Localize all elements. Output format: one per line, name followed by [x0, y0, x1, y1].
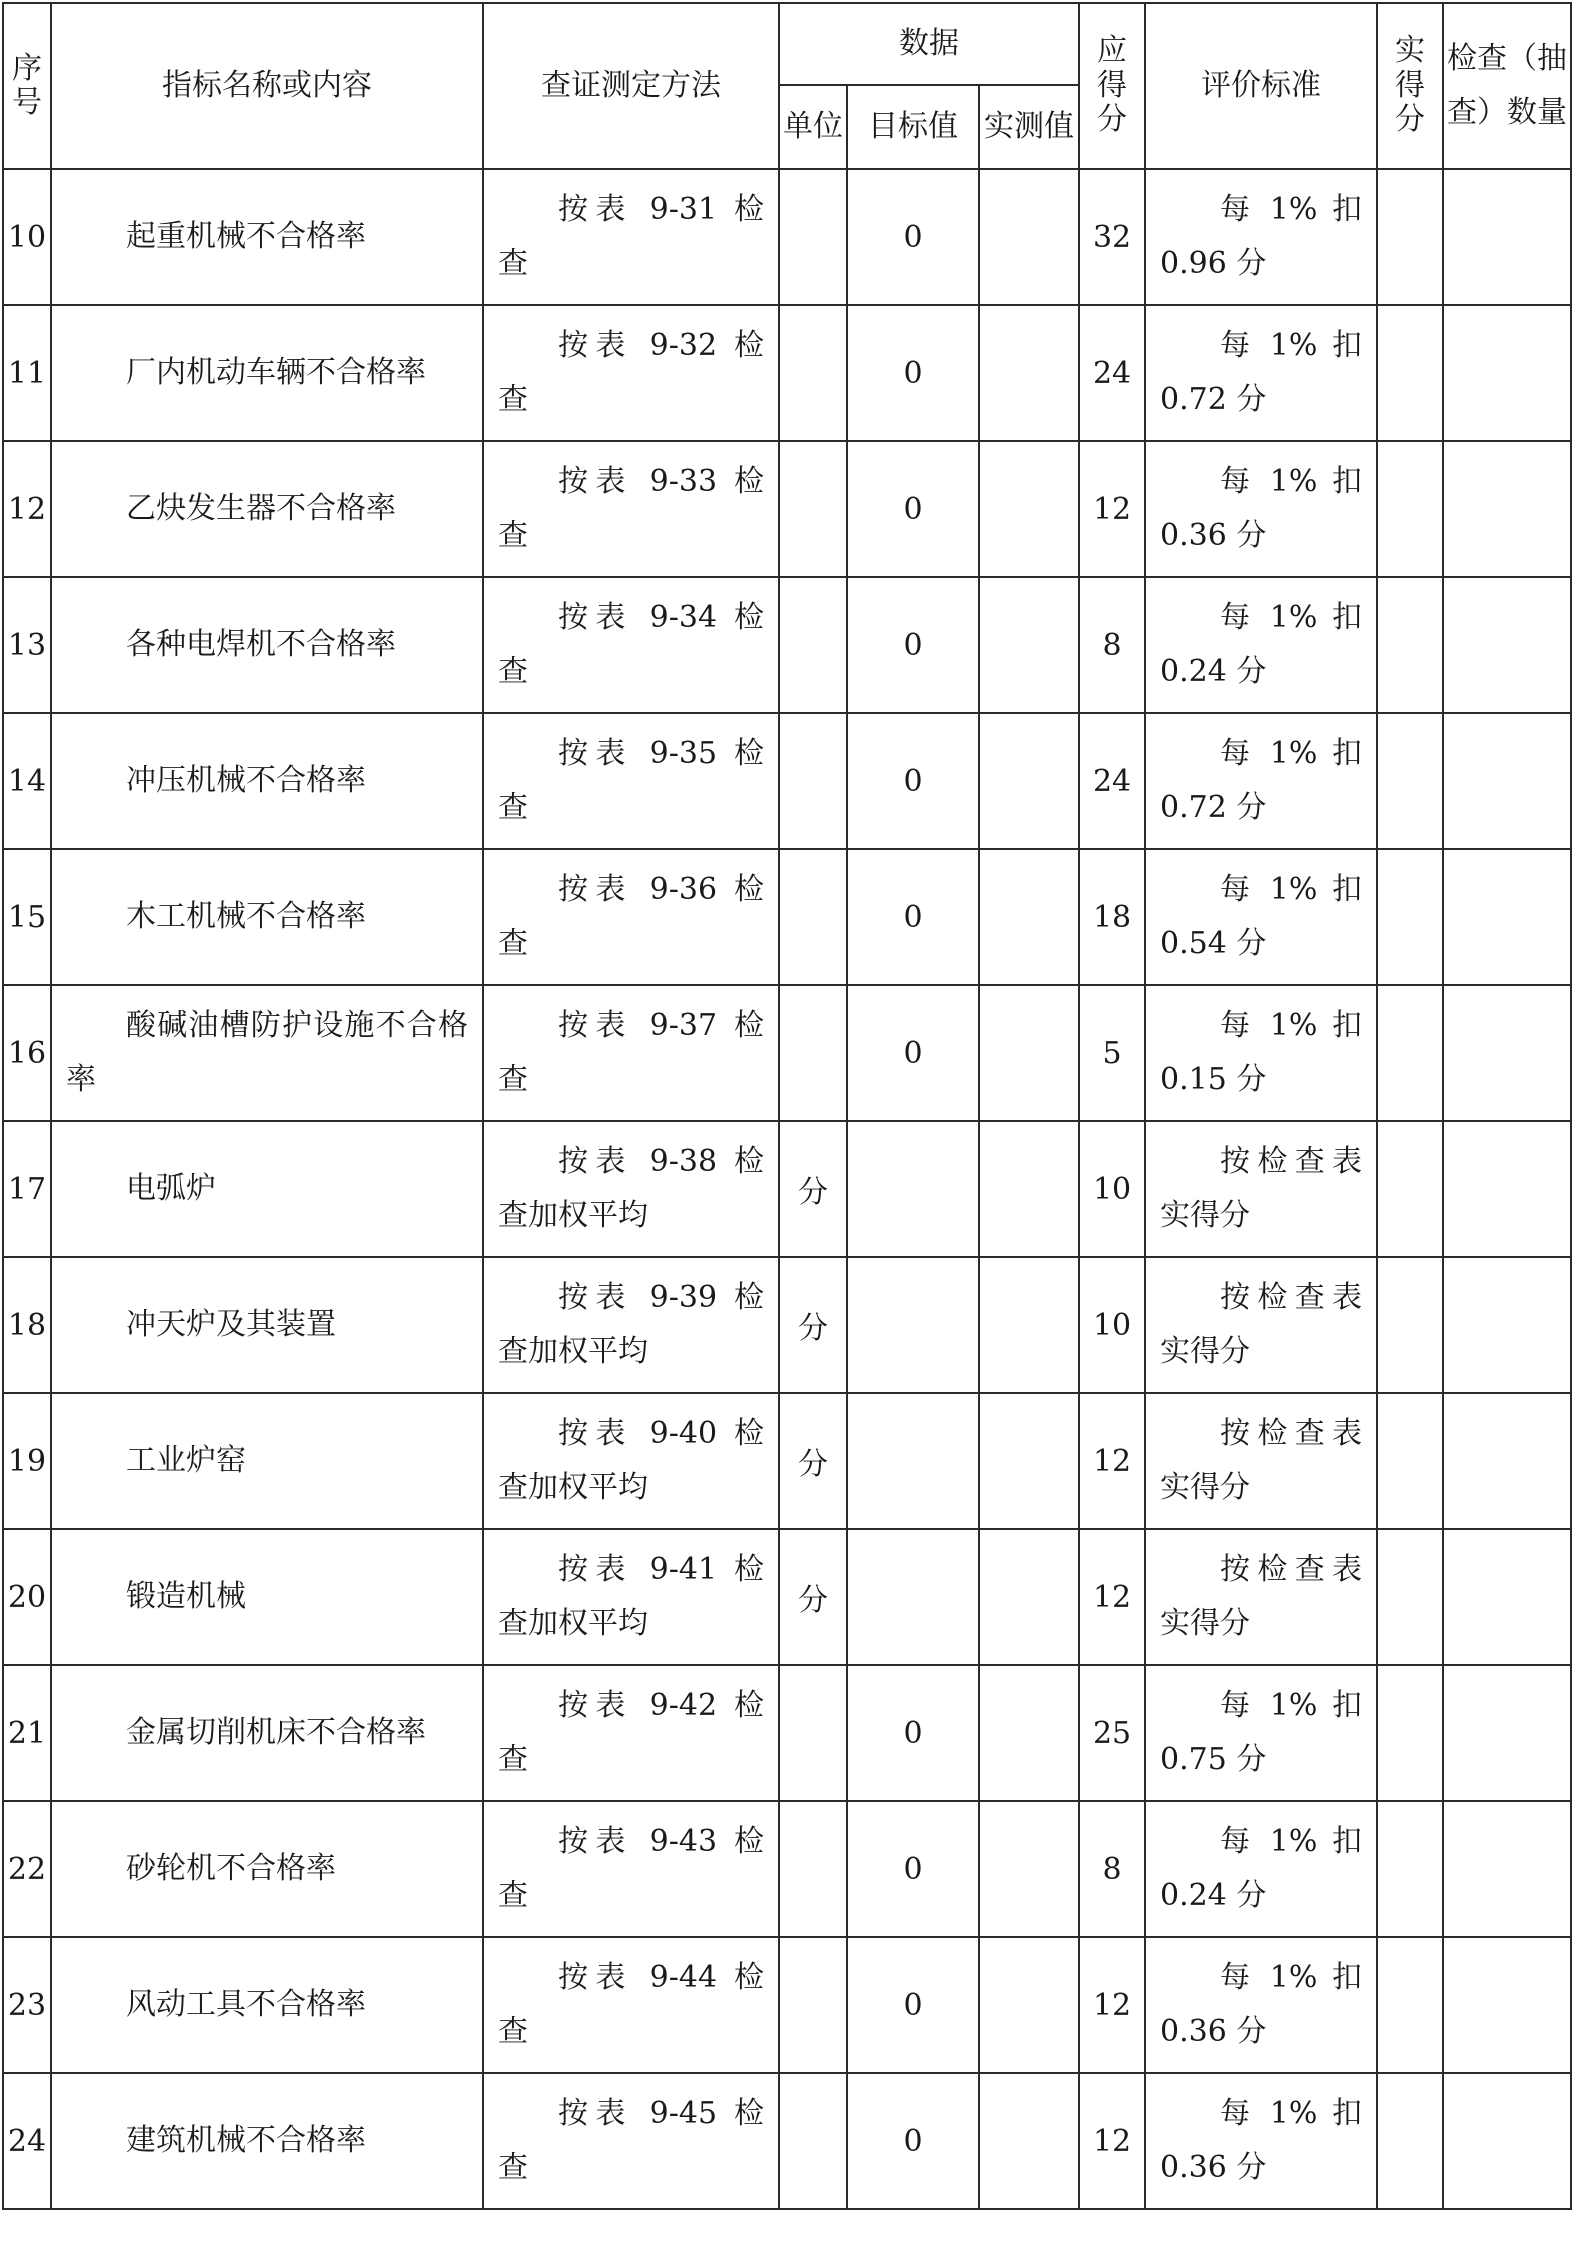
cell-criteria: 每 1% 扣 0.72 分	[1145, 713, 1377, 849]
cell-target: 0	[847, 849, 979, 985]
table-row	[3, 1529, 1571, 1665]
table-row	[3, 1393, 1571, 1529]
cell-score: 24	[1079, 305, 1145, 441]
cell-seq: 19	[3, 1393, 51, 1529]
cell-seq: 20	[3, 1529, 51, 1665]
cell-target: 0	[847, 1665, 979, 1801]
cell-name: 冲天炉及其装置	[51, 1257, 483, 1393]
table-row	[3, 985, 1571, 1121]
cell-seq: 24	[3, 2073, 51, 2209]
cell-unit	[779, 849, 847, 985]
cell-count	[1443, 441, 1571, 577]
cell-method: 按表 9-43 检查	[483, 1801, 779, 1937]
header-measured: 实测值	[979, 85, 1079, 169]
cell-count	[1443, 1801, 1571, 1937]
cell-unit	[779, 1801, 847, 1937]
cell-actual	[1377, 2073, 1443, 2209]
cell-seq: 11	[3, 305, 51, 441]
cell-method: 按表 9-37 检查	[483, 985, 779, 1121]
table-row	[3, 305, 1571, 441]
table-row	[3, 1665, 1571, 1801]
cell-name: 冲压机械不合格率	[51, 713, 483, 849]
cell-target: 0	[847, 441, 979, 577]
cell-seq: 21	[3, 1665, 51, 1801]
header-method: 查证测定方法	[483, 3, 779, 169]
cell-unit	[779, 985, 847, 1121]
cell-criteria: 每 1% 扣 0.54 分	[1145, 849, 1377, 985]
cell-criteria: 按检查表实得分	[1145, 1529, 1377, 1665]
cell-actual	[1377, 713, 1443, 849]
cell-actual	[1377, 1257, 1443, 1393]
cell-score: 18	[1079, 849, 1145, 985]
cell-count	[1443, 1665, 1571, 1801]
cell-actual	[1377, 305, 1443, 441]
header-target: 目标值	[847, 85, 979, 169]
cell-count	[1443, 985, 1571, 1121]
cell-seq: 22	[3, 1801, 51, 1937]
table-row	[3, 577, 1571, 713]
cell-measured	[979, 577, 1079, 713]
cell-method: 按表 9-44 检查	[483, 1937, 779, 2073]
cell-target: 0	[847, 1801, 979, 1937]
cell-method: 按表 9-31 检查	[483, 169, 779, 305]
cell-name: 工业炉窑	[51, 1393, 483, 1529]
cell-count	[1443, 713, 1571, 849]
cell-actual	[1377, 1529, 1443, 1665]
cell-measured	[979, 1665, 1079, 1801]
cell-name: 风动工具不合格率	[51, 1937, 483, 2073]
cell-criteria: 按检查表实得分	[1145, 1393, 1377, 1529]
table-row	[3, 169, 1571, 305]
cell-seq: 13	[3, 577, 51, 713]
cell-criteria: 每 1% 扣 0.24 分	[1145, 1801, 1377, 1937]
cell-seq: 15	[3, 849, 51, 985]
cell-actual	[1377, 985, 1443, 1121]
header-actual-score: 实得分	[1377, 3, 1443, 169]
cell-target: 0	[847, 1937, 979, 2073]
cell-unit	[779, 305, 847, 441]
cell-method: 按表 9-38 检查加权平均	[483, 1121, 779, 1257]
header-unit: 单位	[779, 85, 847, 169]
cell-method: 按表 9-32 检查	[483, 305, 779, 441]
cell-count	[1443, 1529, 1571, 1665]
cell-seq: 23	[3, 1937, 51, 2073]
cell-target	[847, 1529, 979, 1665]
cell-measured	[979, 985, 1079, 1121]
cell-criteria: 按检查表实得分	[1145, 1121, 1377, 1257]
cell-score: 25	[1079, 1665, 1145, 1801]
cell-score: 8	[1079, 577, 1145, 713]
cell-actual	[1377, 1801, 1443, 1937]
cell-target: 0	[847, 2073, 979, 2209]
cell-name: 厂内机动车辆不合格率	[51, 305, 483, 441]
cell-method: 按表 9-42 检查	[483, 1665, 779, 1801]
cell-target: 0	[847, 577, 979, 713]
cell-actual	[1377, 1121, 1443, 1257]
cell-criteria: 每 1% 扣 0.96 分	[1145, 169, 1377, 305]
cell-measured	[979, 1801, 1079, 1937]
cell-score: 10	[1079, 1257, 1145, 1393]
cell-unit: 分	[779, 1121, 847, 1257]
cell-criteria: 按检查表实得分	[1145, 1257, 1377, 1393]
header-name: 指标名称或内容	[51, 3, 483, 169]
cell-unit	[779, 713, 847, 849]
cell-name: 起重机械不合格率	[51, 169, 483, 305]
cell-target	[847, 1393, 979, 1529]
cell-unit	[779, 2073, 847, 2209]
cell-measured	[979, 1257, 1079, 1393]
cell-count	[1443, 849, 1571, 985]
cell-actual	[1377, 441, 1443, 577]
cell-method: 按表 9-39 检查加权平均	[483, 1257, 779, 1393]
cell-unit: 分	[779, 1393, 847, 1529]
header-criteria: 评价标准	[1145, 3, 1377, 169]
header-due-score: 应得分	[1079, 3, 1145, 169]
cell-actual	[1377, 1665, 1443, 1801]
header-check-count: 检查（抽查）数量	[1443, 3, 1571, 169]
table-row	[3, 1937, 1571, 2073]
cell-name: 电弧炉	[51, 1121, 483, 1257]
cell-name: 金属切削机床不合格率	[51, 1665, 483, 1801]
table-row	[3, 849, 1571, 985]
cell-target	[847, 1257, 979, 1393]
cell-target: 0	[847, 985, 979, 1121]
table-body	[3, 169, 1571, 2209]
cell-name: 木工机械不合格率	[51, 849, 483, 985]
cell-count	[1443, 169, 1571, 305]
cell-seq: 16	[3, 985, 51, 1121]
cell-count	[1443, 1937, 1571, 2073]
cell-criteria: 每 1% 扣 0.75 分	[1145, 1665, 1377, 1801]
cell-actual	[1377, 577, 1443, 713]
table-row	[3, 713, 1571, 849]
cell-count	[1443, 2073, 1571, 2209]
table-row	[3, 2073, 1571, 2209]
cell-method: 按表 9-36 检查	[483, 849, 779, 985]
cell-measured	[979, 1937, 1079, 2073]
cell-score: 12	[1079, 441, 1145, 577]
cell-measured	[979, 1529, 1079, 1665]
cell-count	[1443, 1393, 1571, 1529]
cell-measured	[979, 1121, 1079, 1257]
cell-count	[1443, 1121, 1571, 1257]
cell-seq: 14	[3, 713, 51, 849]
cell-name: 建筑机械不合格率	[51, 2073, 483, 2209]
cell-seq: 18	[3, 1257, 51, 1393]
cell-method: 按表 9-35 检查	[483, 713, 779, 849]
cell-actual	[1377, 1937, 1443, 2073]
cell-actual	[1377, 1393, 1443, 1529]
header-seq: 序号	[3, 3, 51, 169]
table-row	[3, 441, 1571, 577]
cell-measured	[979, 441, 1079, 577]
cell-criteria: 每 1% 扣 0.36 分	[1145, 2073, 1377, 2209]
inspection-table	[2, 2, 1572, 2210]
cell-measured	[979, 1393, 1079, 1529]
cell-seq: 17	[3, 1121, 51, 1257]
cell-method: 按表 9-45 检查	[483, 2073, 779, 2209]
cell-criteria: 每 1% 扣 0.24 分	[1145, 577, 1377, 713]
cell-unit	[779, 577, 847, 713]
cell-unit	[779, 1665, 847, 1801]
cell-unit	[779, 441, 847, 577]
cell-count	[1443, 1257, 1571, 1393]
cell-score: 12	[1079, 1393, 1145, 1529]
cell-criteria: 每 1% 扣 0.36 分	[1145, 1937, 1377, 2073]
table-row	[3, 1121, 1571, 1257]
cell-target	[847, 1121, 979, 1257]
cell-unit	[779, 169, 847, 305]
cell-method: 按表 9-40 检查加权平均	[483, 1393, 779, 1529]
cell-unit: 分	[779, 1257, 847, 1393]
cell-name: 乙炔发生器不合格率	[51, 441, 483, 577]
cell-score: 12	[1079, 1529, 1145, 1665]
cell-count	[1443, 305, 1571, 441]
cell-target: 0	[847, 305, 979, 441]
cell-criteria: 每 1% 扣 0.72 分	[1145, 305, 1377, 441]
cell-seq: 10	[3, 169, 51, 305]
cell-unit: 分	[779, 1529, 847, 1665]
cell-score: 8	[1079, 1801, 1145, 1937]
cell-name: 砂轮机不合格率	[51, 1801, 483, 1937]
cell-target: 0	[847, 713, 979, 849]
cell-name: 酸碱油槽防护设施不合格率	[51, 985, 483, 1121]
header-data-group: 数据	[779, 3, 1079, 85]
cell-method: 按表 9-41 检查加权平均	[483, 1529, 779, 1665]
cell-score: 10	[1079, 1121, 1145, 1257]
cell-criteria: 每 1% 扣 0.36 分	[1145, 441, 1377, 577]
cell-criteria: 每 1% 扣 0.15 分	[1145, 985, 1377, 1121]
cell-measured	[979, 169, 1079, 305]
cell-method: 按表 9-33 检查	[483, 441, 779, 577]
cell-seq: 12	[3, 441, 51, 577]
cell-score: 32	[1079, 169, 1145, 305]
cell-name: 各种电焊机不合格率	[51, 577, 483, 713]
table-row	[3, 1801, 1571, 1937]
cell-score: 5	[1079, 985, 1145, 1121]
cell-score: 24	[1079, 713, 1145, 849]
cell-actual	[1377, 849, 1443, 985]
cell-measured	[979, 713, 1079, 849]
table-row	[3, 1257, 1571, 1393]
cell-name: 锻造机械	[51, 1529, 483, 1665]
cell-measured	[979, 849, 1079, 985]
cell-count	[1443, 577, 1571, 713]
cell-target: 0	[847, 169, 979, 305]
cell-measured	[979, 2073, 1079, 2209]
cell-unit	[779, 1937, 847, 2073]
cell-actual	[1377, 169, 1443, 305]
cell-measured	[979, 305, 1079, 441]
cell-score: 12	[1079, 2073, 1145, 2209]
cell-score: 12	[1079, 1937, 1145, 2073]
cell-method: 按表 9-34 检查	[483, 577, 779, 713]
